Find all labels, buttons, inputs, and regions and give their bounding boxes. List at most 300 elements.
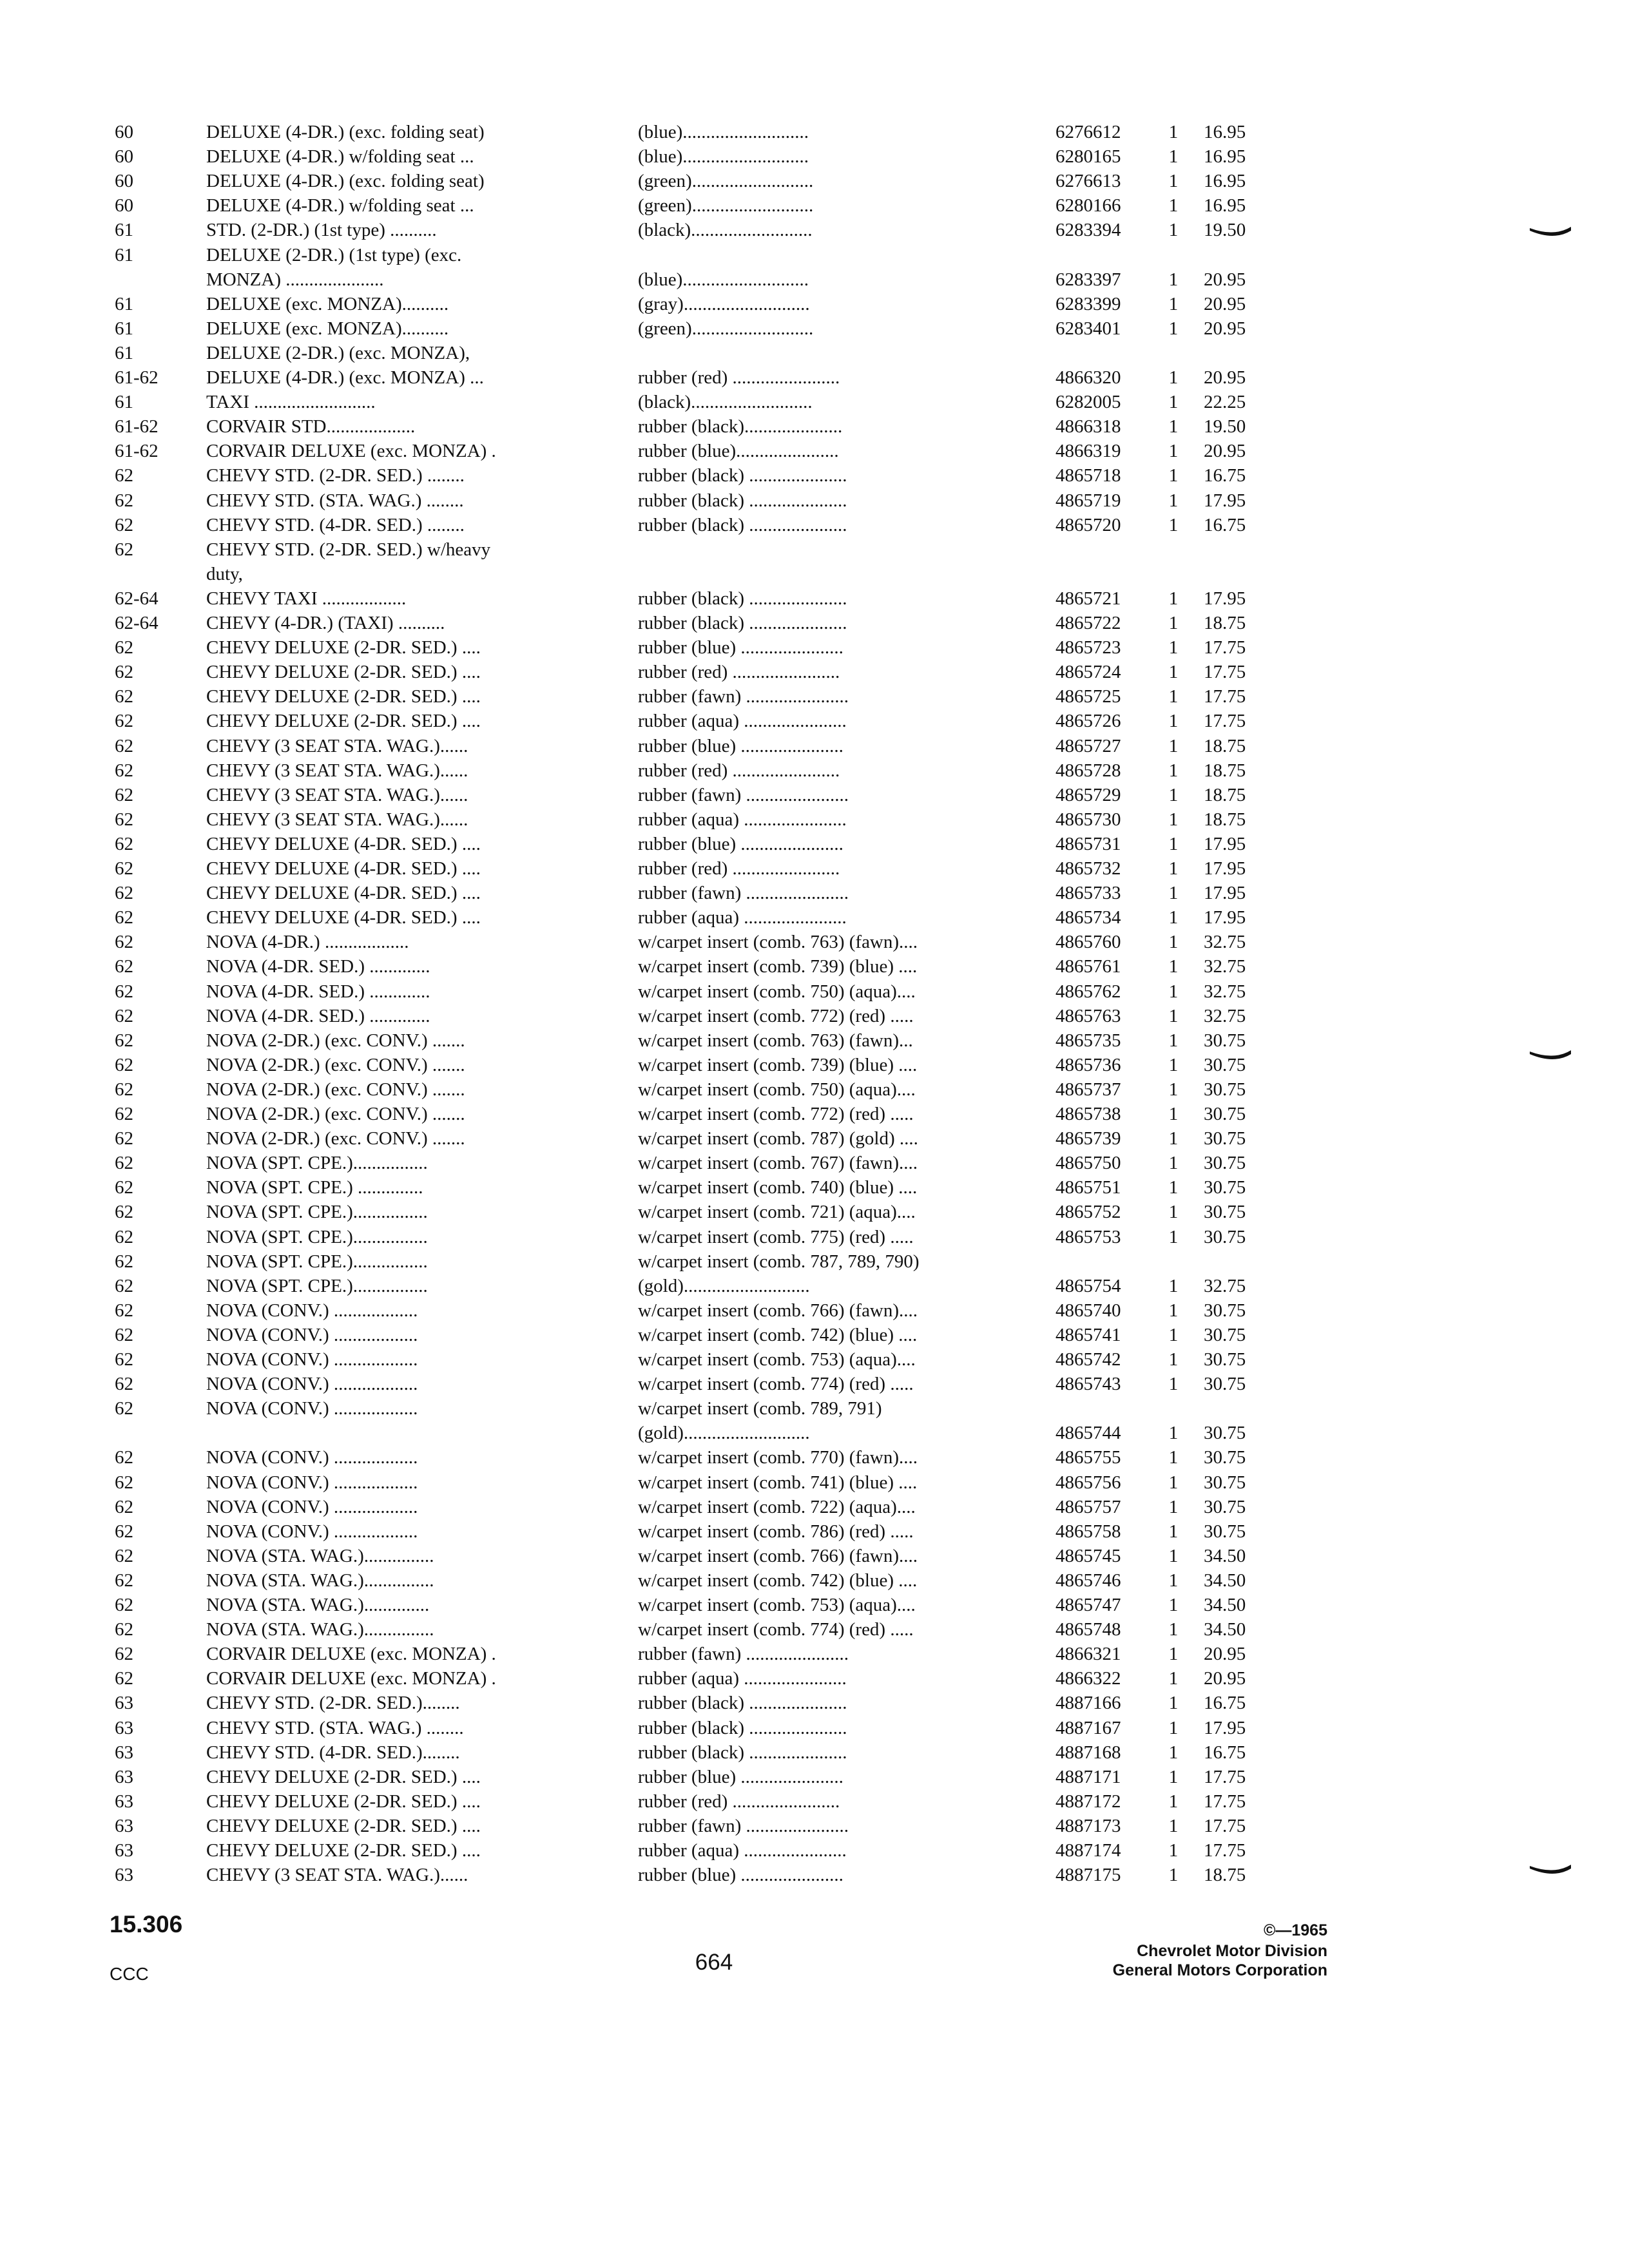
quantity-cell: 1 (1168, 834, 1179, 854)
parts-row (0, 1102, 1629, 1126)
quantity-cell: 1 (1168, 858, 1179, 879)
quantity-cell: 1 (1168, 809, 1179, 830)
part-number-cell: 4865761 (1055, 956, 1121, 977)
part-number-cell: 4865727 (1055, 736, 1121, 756)
description-cell: rubber (black)..................... (638, 416, 843, 437)
description-cell: rubber (fawn) ...................... (638, 785, 849, 805)
model-cell: NOVA (CONV.) .................. (206, 1300, 418, 1321)
parts-row (0, 365, 1629, 390)
part-number-cell: 4865736 (1055, 1055, 1121, 1075)
part-number-cell: 4865729 (1055, 785, 1121, 805)
price-cell: 17.95 (1204, 834, 1246, 854)
quantity-cell: 1 (1168, 416, 1179, 437)
quantity-cell: 1 (1168, 760, 1179, 781)
part-number-cell: 4887174 (1055, 1840, 1121, 1861)
part-number-cell: 4866322 (1055, 1668, 1121, 1689)
model-cell: CHEVY (3 SEAT STA. WAG.)...... (206, 809, 468, 830)
year-cell: 60 (115, 195, 133, 216)
year-cell: 62 (115, 1521, 133, 1542)
part-number-cell: 4865735 (1055, 1030, 1121, 1051)
price-cell: 30.75 (1204, 1227, 1246, 1247)
model-cell: CORVAIR DELUXE (exc. MONZA) . (206, 1644, 496, 1664)
model-cell: NOVA (2-DR.) (exc. CONV.) ....... (206, 1128, 465, 1149)
part-number-cell: 4866320 (1055, 367, 1121, 388)
model-cell: CHEVY STD. (STA. WAG.) ........ (206, 490, 464, 511)
model-cell: CHEVY (3 SEAT STA. WAG.)...... (206, 760, 468, 781)
quantity-cell: 1 (1168, 1497, 1179, 1517)
binding-mark-icon (1528, 218, 1574, 244)
price-cell: 30.75 (1204, 1472, 1246, 1493)
model-cell: NOVA (STA. WAG.).............. (206, 1595, 430, 1615)
year-cell: 63 (115, 1865, 133, 1885)
price-cell: 30.75 (1204, 1055, 1246, 1075)
year-cell: 62 (115, 1668, 133, 1689)
parts-row (0, 586, 1629, 611)
description-cell: rubber (black) ..................... (638, 1742, 847, 1763)
price-cell: 17.95 (1204, 588, 1246, 609)
year-cell: 61 (115, 294, 133, 314)
description-cell: w/carpet insert (comb. 774) (red) ..... (638, 1374, 914, 1394)
parts-row (0, 1568, 1629, 1593)
description-cell: rubber (fawn) ...................... (638, 686, 849, 707)
model-cell: NOVA (SPT. CPE.)................ (206, 1251, 428, 1272)
quantity-cell: 1 (1168, 932, 1179, 952)
quantity-cell: 1 (1168, 1619, 1179, 1640)
year-cell: 63 (115, 1742, 133, 1763)
year-cell: 62 (115, 711, 133, 731)
year-cell: 62 (115, 1447, 133, 1468)
part-number-cell: 4865719 (1055, 490, 1121, 511)
year-cell: 63 (115, 1816, 133, 1836)
model-cell: CHEVY DELUXE (2-DR. SED.) .... (206, 1767, 481, 1787)
description-cell: w/carpet insert (comb. 742) (blue) .... (638, 1570, 918, 1591)
description-cell: (blue)........................... (638, 269, 809, 290)
description-cell: rubber (blue) ...................... (638, 1767, 843, 1787)
part-number-cell: 4865720 (1055, 515, 1121, 535)
parts-row (0, 660, 1629, 684)
quantity-cell: 1 (1168, 1767, 1179, 1787)
price-cell: 30.75 (1204, 1497, 1246, 1517)
price-cell: 30.75 (1204, 1374, 1246, 1394)
quantity-cell: 1 (1168, 1840, 1179, 1861)
description-cell: w/carpet insert (comb. 775) (red) ..... (638, 1227, 914, 1247)
year-cell: 61 (115, 392, 133, 412)
part-number-cell: 6283399 (1055, 294, 1121, 314)
quantity-cell: 1 (1168, 122, 1179, 142)
description-cell: (gray)........................... (638, 294, 810, 314)
price-cell: 20.95 (1204, 294, 1246, 314)
model-cell: DELUXE (4-DR.) (exc. folding seat) (206, 122, 485, 142)
price-cell: 17.95 (1204, 490, 1246, 511)
quantity-cell: 1 (1168, 1300, 1179, 1321)
price-cell: 17.95 (1204, 883, 1246, 903)
part-number-cell: 4866321 (1055, 1644, 1121, 1664)
price-cell: 17.95 (1204, 858, 1246, 879)
parts-row (0, 905, 1629, 930)
year-cell: 60 (115, 171, 133, 191)
year-cell: 62 (115, 1177, 133, 1198)
quantity-cell: 1 (1168, 907, 1179, 928)
description-cell: (blue)........................... (638, 122, 809, 142)
price-cell: 18.75 (1204, 785, 1246, 805)
parts-row (0, 1323, 1629, 1347)
parts-row (0, 1716, 1629, 1740)
price-cell: 32.75 (1204, 1006, 1246, 1026)
description-cell: (green).......................... (638, 318, 814, 339)
parts-row (0, 439, 1629, 463)
model-cell: NOVA (4-DR. SED.) ............. (206, 956, 430, 977)
parts-row (0, 390, 1629, 414)
model-cell: NOVA (SPT. CPE.)................ (206, 1202, 428, 1222)
parts-row (0, 193, 1629, 218)
description-cell: rubber (aqua) ...................... (638, 1840, 847, 1861)
year-cell: 62 (115, 1570, 133, 1591)
model-cell: CHEVY DELUXE (2-DR. SED.) .... (206, 637, 481, 658)
part-number-cell: 4865738 (1055, 1104, 1121, 1124)
year-cell: 62 (115, 785, 133, 805)
quantity-cell: 1 (1168, 686, 1179, 707)
part-number-cell: 4865724 (1055, 662, 1121, 682)
model-cell: NOVA (SPT. CPE.)................ (206, 1276, 428, 1296)
year-cell: 62 (115, 1227, 133, 1247)
quantity-cell: 1 (1168, 1570, 1179, 1591)
description-cell: w/carpet insert (comb. 741) (blue) .... (638, 1472, 918, 1493)
quantity-cell: 1 (1168, 1472, 1179, 1493)
price-cell: 17.75 (1204, 1816, 1246, 1836)
part-number-cell: 4865731 (1055, 834, 1121, 854)
parts-row (0, 684, 1629, 709)
price-cell: 30.75 (1204, 1202, 1246, 1222)
description-cell: w/carpet insert (comb. 740) (blue) .... (638, 1177, 918, 1198)
description-cell: w/carpet insert (comb. 721) (aqua).... (638, 1202, 916, 1222)
description-cell: w/carpet insert (comb. 766) (fawn).... (638, 1546, 918, 1566)
parts-row (0, 1642, 1629, 1666)
description-cell: rubber (fawn) ...................... (638, 1816, 849, 1836)
part-number-cell: 4866319 (1055, 441, 1121, 461)
year-cell: 62 (115, 907, 133, 928)
model-cell: CHEVY (3 SEAT STA. WAG.)...... (206, 1865, 468, 1885)
price-cell: 18.75 (1204, 1865, 1246, 1885)
quantity-cell: 1 (1168, 1521, 1179, 1542)
description-cell: rubber (blue) ...................... (638, 736, 843, 756)
year-cell: 62 (115, 858, 133, 879)
part-number-cell: 4865752 (1055, 1202, 1121, 1222)
parts-row (0, 856, 1629, 881)
price-cell: 30.75 (1204, 1079, 1246, 1100)
description-cell: rubber (blue) ...................... (638, 637, 843, 658)
part-number-cell: 4865723 (1055, 637, 1121, 658)
year-cell: 61 (115, 318, 133, 339)
part-number-cell: 4865747 (1055, 1595, 1121, 1615)
model-cell: NOVA (CONV.) .................. (206, 1447, 418, 1468)
description-cell: (green).......................... (638, 195, 814, 216)
year-cell: 62 (115, 932, 133, 952)
description-cell: rubber (black) ..................... (638, 1718, 847, 1738)
model-cell: CHEVY TAXI .................. (206, 588, 407, 609)
price-cell: 18.75 (1204, 613, 1246, 633)
year-cell: 62 (115, 1619, 133, 1640)
model-cell: NOVA (STA. WAG.)............... (206, 1546, 434, 1566)
year-cell: 62 (115, 1644, 133, 1664)
part-number-cell: 4865722 (1055, 613, 1121, 633)
year-cell: 62 (115, 1006, 133, 1026)
description-cell: rubber (fawn) ...................... (638, 1644, 849, 1664)
quantity-cell: 1 (1168, 1349, 1179, 1370)
year-cell: 62 (115, 686, 133, 707)
parts-row (0, 1691, 1629, 1715)
parts-row (0, 635, 1629, 660)
model-cell: NOVA (SPT. CPE.)................ (206, 1153, 428, 1173)
quantity-cell: 1 (1168, 269, 1179, 290)
parts-row (0, 488, 1629, 513)
part-number-cell: 4865742 (1055, 1349, 1121, 1370)
price-cell: 16.75 (1204, 515, 1246, 535)
price-cell: 34.50 (1204, 1595, 1246, 1615)
quantity-cell: 1 (1168, 1546, 1179, 1566)
year-cell: 62 (115, 956, 133, 977)
price-cell: 30.75 (1204, 1423, 1246, 1443)
model-cell: MONZA) ..................... (206, 269, 384, 290)
parts-row (0, 144, 1629, 169)
model-cell: NOVA (4-DR. SED.) ............. (206, 1006, 430, 1026)
model-cell: duty, (206, 564, 243, 584)
part-number-cell: 4865726 (1055, 711, 1121, 731)
model-cell: CORVAIR DELUXE (exc. MONZA) . (206, 1668, 496, 1689)
quantity-cell: 1 (1168, 441, 1179, 461)
model-cell: TAXI .......................... (206, 392, 376, 412)
model-cell: CHEVY DELUXE (4-DR. SED.) .... (206, 883, 481, 903)
part-number-cell: 4865734 (1055, 907, 1121, 928)
model-cell: NOVA (4-DR.) .................. (206, 932, 409, 952)
part-number-cell: 4887168 (1055, 1742, 1121, 1763)
model-cell: DELUXE (exc. MONZA).......... (206, 294, 449, 314)
model-cell: NOVA (2-DR.) (exc. CONV.) ....... (206, 1030, 465, 1051)
year-cell: 62 (115, 515, 133, 535)
description-cell: rubber (blue)...................... (638, 441, 839, 461)
parts-row (0, 267, 1629, 292)
price-cell: 17.75 (1204, 637, 1246, 658)
year-cell: 62 (115, 1251, 133, 1272)
section-number: 15.306 (110, 1911, 183, 1937)
price-cell: 17.75 (1204, 711, 1246, 731)
description-cell: w/carpet insert (comb. 789, 791) (638, 1398, 882, 1419)
price-cell: 17.75 (1204, 662, 1246, 682)
part-number-cell: 6283394 (1055, 220, 1121, 240)
quantity-cell: 1 (1168, 1742, 1179, 1763)
description-cell: w/carpet insert (comb. 770) (fawn).... (638, 1447, 918, 1468)
parts-row (0, 1028, 1629, 1053)
description-cell: w/carpet insert (comb. 767) (fawn).... (638, 1153, 918, 1173)
corporation-name: General Motors Corporation (1112, 1961, 1327, 1979)
price-cell: 32.75 (1204, 981, 1246, 1002)
description-cell: rubber (fawn) ...................... (638, 883, 849, 903)
model-cell: CORVAIR DELUXE (exc. MONZA) . (206, 441, 496, 461)
price-cell: 16.95 (1204, 171, 1246, 191)
price-cell: 30.75 (1204, 1177, 1246, 1198)
price-cell: 17.75 (1204, 686, 1246, 707)
quantity-cell: 1 (1168, 515, 1179, 535)
model-cell: CHEVY STD. (4-DR. SED.)........ (206, 1742, 460, 1763)
parts-row (0, 1225, 1629, 1249)
price-cell: 32.75 (1204, 956, 1246, 977)
description-cell: rubber (red) ....................... (638, 858, 840, 879)
model-cell: CHEVY STD. (2-DR. SED.) w/heavy (206, 539, 491, 560)
quantity-cell: 1 (1168, 613, 1179, 633)
price-cell: 17.75 (1204, 1791, 1246, 1812)
quantity-cell: 1 (1168, 883, 1179, 903)
part-number-cell: 6280166 (1055, 195, 1121, 216)
part-number-cell: 4865739 (1055, 1128, 1121, 1149)
model-cell: NOVA (4-DR. SED.) ............. (206, 981, 430, 1002)
year-cell: 63 (115, 1718, 133, 1738)
year-cell: 63 (115, 1693, 133, 1713)
quantity-cell: 1 (1168, 785, 1179, 805)
year-cell: 62 (115, 637, 133, 658)
model-cell: NOVA (SPT. CPE.) .............. (206, 1177, 423, 1198)
price-cell: 20.95 (1204, 269, 1246, 290)
model-cell: NOVA (STA. WAG.)............... (206, 1619, 434, 1640)
part-number-cell: 4866318 (1055, 416, 1121, 437)
description-cell: (green).......................... (638, 171, 814, 191)
year-cell: 62 (115, 1374, 133, 1394)
description-cell: rubber (black) ..................... (638, 1693, 847, 1713)
quantity-cell: 1 (1168, 195, 1179, 216)
quantity-cell: 1 (1168, 1276, 1179, 1296)
quantity-cell: 1 (1168, 1718, 1179, 1738)
description-cell: w/carpet insert (comb. 787, 789, 790) (638, 1251, 920, 1272)
quantity-cell: 1 (1168, 1447, 1179, 1468)
model-cell: NOVA (STA. WAG.)............... (206, 1570, 434, 1591)
year-cell: 60 (115, 146, 133, 167)
price-cell: 30.75 (1204, 1128, 1246, 1149)
parts-row (0, 881, 1629, 905)
model-cell: CHEVY DELUXE (2-DR. SED.) .... (206, 1791, 481, 1812)
price-cell: 34.50 (1204, 1570, 1246, 1591)
part-number-cell: 4865741 (1055, 1325, 1121, 1345)
parts-row (0, 1765, 1629, 1789)
year-cell: 62 (115, 1030, 133, 1051)
parts-row (0, 1445, 1629, 1470)
parts-row (0, 513, 1629, 537)
price-cell: 30.75 (1204, 1030, 1246, 1051)
model-cell: CHEVY STD. (4-DR. SED.) ........ (206, 515, 465, 535)
quantity-cell: 1 (1168, 981, 1179, 1002)
parts-row (0, 783, 1629, 807)
catalog-code: CCC (110, 1964, 149, 1984)
quantity-cell: 1 (1168, 1104, 1179, 1124)
quantity-cell: 1 (1168, 1816, 1179, 1836)
model-cell: DELUXE (2-DR.) (exc. MONZA), (206, 343, 470, 363)
part-number-cell: 4865750 (1055, 1153, 1121, 1173)
description-cell: (black).......................... (638, 220, 813, 240)
quantity-cell: 1 (1168, 736, 1179, 756)
price-cell: 20.95 (1204, 1668, 1246, 1689)
model-cell: NOVA (CONV.) .................. (206, 1349, 418, 1370)
parts-row (0, 1004, 1629, 1028)
year-cell: 62 (115, 1398, 133, 1419)
quantity-cell: 1 (1168, 392, 1179, 412)
model-cell: DELUXE (4-DR.) (exc. folding seat) (206, 171, 485, 191)
price-cell: 30.75 (1204, 1447, 1246, 1468)
price-cell: 18.75 (1204, 809, 1246, 830)
description-cell: rubber (blue) ...................... (638, 834, 843, 854)
model-cell: CHEVY DELUXE (4-DR. SED.) .... (206, 907, 481, 928)
quantity-cell: 1 (1168, 1079, 1179, 1100)
price-cell: 17.95 (1204, 1718, 1246, 1738)
part-number-cell: 4887175 (1055, 1865, 1121, 1885)
model-cell: NOVA (CONV.) .................. (206, 1325, 418, 1345)
quantity-cell: 1 (1168, 1693, 1179, 1713)
model-cell: NOVA (CONV.) .................. (206, 1374, 418, 1394)
price-cell: 17.75 (1204, 1840, 1246, 1861)
parts-row (0, 1666, 1629, 1691)
quantity-cell: 1 (1168, 465, 1179, 486)
model-cell: CHEVY DELUXE (4-DR. SED.) .... (206, 834, 481, 854)
description-cell: (gold)........................... (638, 1276, 810, 1296)
parts-row (0, 734, 1629, 758)
quantity-cell: 1 (1168, 1595, 1179, 1615)
part-number-cell: 4865718 (1055, 465, 1121, 486)
price-cell: 34.50 (1204, 1619, 1246, 1640)
quantity-cell: 1 (1168, 1202, 1179, 1222)
parts-row (0, 954, 1629, 979)
model-cell: CHEVY DELUXE (2-DR. SED.) .... (206, 711, 481, 731)
model-cell: NOVA (CONV.) .................. (206, 1472, 418, 1493)
year-cell: 62 (115, 490, 133, 511)
year-cell: 60 (115, 122, 133, 142)
model-cell: DELUXE (exc. MONZA).......... (206, 318, 449, 339)
parts-row (0, 1077, 1629, 1102)
quantity-cell: 1 (1168, 1644, 1179, 1664)
price-cell: 30.75 (1204, 1349, 1246, 1370)
quantity-cell: 1 (1168, 1374, 1179, 1394)
quantity-cell: 1 (1168, 1006, 1179, 1026)
part-number-cell: 4887172 (1055, 1791, 1121, 1812)
part-number-cell: 4865751 (1055, 1177, 1121, 1198)
model-cell: CHEVY STD. (STA. WAG.) ........ (206, 1718, 464, 1738)
part-number-cell: 4865721 (1055, 588, 1121, 609)
price-cell: 30.75 (1204, 1104, 1246, 1124)
part-number-cell: 4865730 (1055, 809, 1121, 830)
parts-row (0, 1298, 1629, 1323)
model-cell: CHEVY (4-DR.) (TAXI) .......... (206, 613, 445, 633)
parts-row (0, 169, 1629, 193)
part-number-cell: 4865755 (1055, 1447, 1121, 1468)
year-cell: 62 (115, 883, 133, 903)
part-number-cell: 4865762 (1055, 981, 1121, 1002)
part-number-cell: 4865733 (1055, 883, 1121, 903)
quantity-cell: 1 (1168, 588, 1179, 609)
price-cell: 32.75 (1204, 1276, 1246, 1296)
price-cell: 16.95 (1204, 146, 1246, 167)
year-cell: 62 (115, 539, 133, 560)
part-number-cell: 4865758 (1055, 1521, 1121, 1542)
description-cell: rubber (aqua) ...................... (638, 1668, 847, 1689)
price-cell: 30.75 (1204, 1521, 1246, 1542)
description-cell: (blue)........................... (638, 146, 809, 167)
part-number-cell: 4865743 (1055, 1374, 1121, 1394)
model-cell: NOVA (CONV.) .................. (206, 1521, 418, 1542)
model-cell: DELUXE (2-DR.) (1st type) (exc. (206, 245, 462, 265)
model-cell: DELUXE (4-DR.) w/folding seat ... (206, 195, 474, 216)
quantity-cell: 1 (1168, 1791, 1179, 1812)
year-cell: 62 (115, 1349, 133, 1370)
price-cell: 16.95 (1204, 195, 1246, 216)
model-cell: CHEVY DELUXE (2-DR. SED.) .... (206, 662, 481, 682)
price-cell: 22.25 (1204, 392, 1246, 412)
model-cell: CHEVY (3 SEAT STA. WAG.)...... (206, 736, 468, 756)
quantity-cell: 1 (1168, 318, 1179, 339)
